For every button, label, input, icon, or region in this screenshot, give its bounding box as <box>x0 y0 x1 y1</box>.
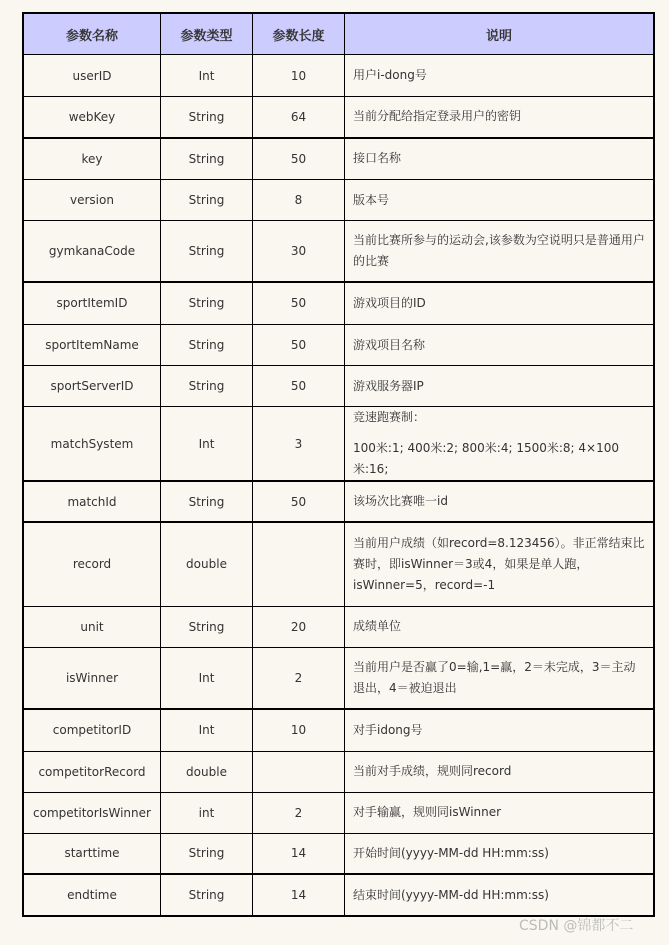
param-description <box>345 481 655 522</box>
param-name: starttime <box>23 833 161 874</box>
param-description <box>345 180 655 221</box>
param-description <box>345 282 655 325</box>
table-row <box>23 325 654 366</box>
param-length: 50 <box>253 481 345 522</box>
table-row <box>23 282 654 325</box>
table-row <box>23 407 654 482</box>
param-length: 50 <box>253 138 345 180</box>
param-length: 64 <box>253 97 345 138</box>
param-name: gymkanaCode <box>23 221 161 282</box>
param-length: 10 <box>253 55 345 97</box>
description-text: 当前对手成绩，规则同record <box>353 764 512 778</box>
header-description: 说明 <box>345 13 655 55</box>
param-type: Int <box>161 647 253 709</box>
param-name: record <box>23 522 161 606</box>
param-description <box>345 522 655 606</box>
table-row <box>23 647 654 709</box>
table-row <box>23 138 654 180</box>
param-description <box>345 325 655 366</box>
description-text: 开始时间(yyyy-MM-dd HH:mm:ss) <box>353 845 549 860</box>
param-type: double <box>161 522 253 606</box>
param-name: webKey <box>23 97 161 138</box>
param-description <box>345 874 655 916</box>
description-text: 当前用户是否赢了0=输,1=赢，2＝未完成，3＝主动退出，4＝被迫退出 <box>353 659 636 695</box>
param-length: 50 <box>253 366 345 407</box>
param-length: 20 <box>253 606 345 647</box>
param-length: 14 <box>253 874 345 916</box>
param-type: String <box>161 325 253 366</box>
description-text: 版本号 <box>353 192 390 207</box>
description-text: 当前比赛所参与的运动会,该参数为空说明只是普通用户的比赛 <box>353 232 645 268</box>
param-description <box>345 366 655 407</box>
table-row <box>23 366 654 407</box>
param-description <box>345 138 655 180</box>
param-type: String <box>161 606 253 647</box>
description-text: 该场次比赛唯一id <box>353 494 448 508</box>
description-text: 结束时间(yyyy-MM-dd HH:mm:ss) <box>353 887 549 902</box>
param-type: double <box>161 751 253 792</box>
param-name: sportServerID <box>23 366 161 407</box>
param-description <box>345 709 655 751</box>
param-description <box>345 751 655 792</box>
description-text: 当前分配给指定登录用户的密钥 <box>353 109 522 124</box>
description-text: 当前用户成绩（如record=8.123456）。非正常结束比赛时，即isWinner＝3或4，如果是单人跑，isWinner=5，record=-1 <box>353 535 645 592</box>
description-text: 对手idong号 <box>353 722 423 737</box>
description-text: 对手输赢，规则同isWinner <box>353 805 502 819</box>
param-description <box>345 833 655 874</box>
param-type: String <box>161 874 253 916</box>
param-type: String <box>161 282 253 325</box>
description-text: 游戏项目的ID <box>353 295 426 310</box>
param-type: String <box>161 180 253 221</box>
param-description <box>345 647 655 709</box>
param-length: 10 <box>253 709 345 751</box>
table-row <box>23 481 654 522</box>
table-row <box>23 180 654 221</box>
param-name: sportItemID <box>23 282 161 325</box>
param-length: 50 <box>253 325 345 366</box>
param-length: 8 <box>253 180 345 221</box>
param-name: competitorRecord <box>23 751 161 792</box>
param-description <box>345 407 655 482</box>
param-name: endtime <box>23 874 161 916</box>
param-name: competitorIsWinner <box>23 792 161 833</box>
table-row <box>23 55 654 97</box>
table-row <box>23 792 654 833</box>
description-text: 接口名称 <box>353 151 402 166</box>
param-type: String <box>161 481 253 522</box>
param-name: matchId <box>23 481 161 522</box>
param-length: 50 <box>253 282 345 325</box>
param-type: Int <box>161 55 253 97</box>
description-text: 游戏项目名称 <box>353 337 426 352</box>
param-name: unit <box>23 606 161 647</box>
description-text: 竞速跑赛制： <box>353 410 426 424</box>
param-name: sportItemName <box>23 325 161 366</box>
description-text: 游戏服务器IP <box>353 378 424 393</box>
param-type: Int <box>161 407 253 482</box>
description-text: 用户i-dong号 <box>353 68 427 82</box>
param-type: String <box>161 221 253 282</box>
param-name: isWinner <box>23 647 161 709</box>
table-row <box>23 221 654 282</box>
param-type: String <box>161 833 253 874</box>
param-type: Int <box>161 709 253 751</box>
param-name: competitorID <box>23 709 161 751</box>
param-length: 3 <box>253 407 345 482</box>
table-row <box>23 606 654 647</box>
param-type: String <box>161 366 253 407</box>
header-type: 参数类型 <box>161 13 253 55</box>
description-text-2: 100米:1; 400米:2; 800米:4; 1500米:8; 4×100米:16; <box>353 441 619 476</box>
param-length <box>253 522 345 606</box>
param-description <box>345 221 655 282</box>
table-header <box>23 13 654 55</box>
param-type: String <box>161 138 253 180</box>
table-row <box>23 874 654 916</box>
parameter-table <box>22 12 655 917</box>
param-length: 30 <box>253 221 345 282</box>
header-length: 参数长度 <box>253 13 345 55</box>
watermark: CSDN @锦都不二 <box>519 918 634 934</box>
param-name: matchSystem <box>23 407 161 482</box>
param-length <box>253 751 345 792</box>
param-type: int <box>161 792 253 833</box>
param-length: 14 <box>253 833 345 874</box>
param-description <box>345 792 655 833</box>
table-row <box>23 522 654 606</box>
table-row <box>23 833 654 874</box>
table-row <box>23 751 654 792</box>
param-name: userID <box>23 55 161 97</box>
param-length: 2 <box>253 792 345 833</box>
param-type: String <box>161 97 253 138</box>
table-row <box>23 709 654 751</box>
param-name: key <box>23 138 161 180</box>
param-description <box>345 97 655 138</box>
param-length: 2 <box>253 647 345 709</box>
header-name: 参数名称 <box>23 13 161 55</box>
param-name: version <box>23 180 161 221</box>
param-description <box>345 606 655 647</box>
param-description <box>345 55 655 97</box>
table-row <box>23 97 654 138</box>
description-text: 成绩单位 <box>353 619 402 633</box>
